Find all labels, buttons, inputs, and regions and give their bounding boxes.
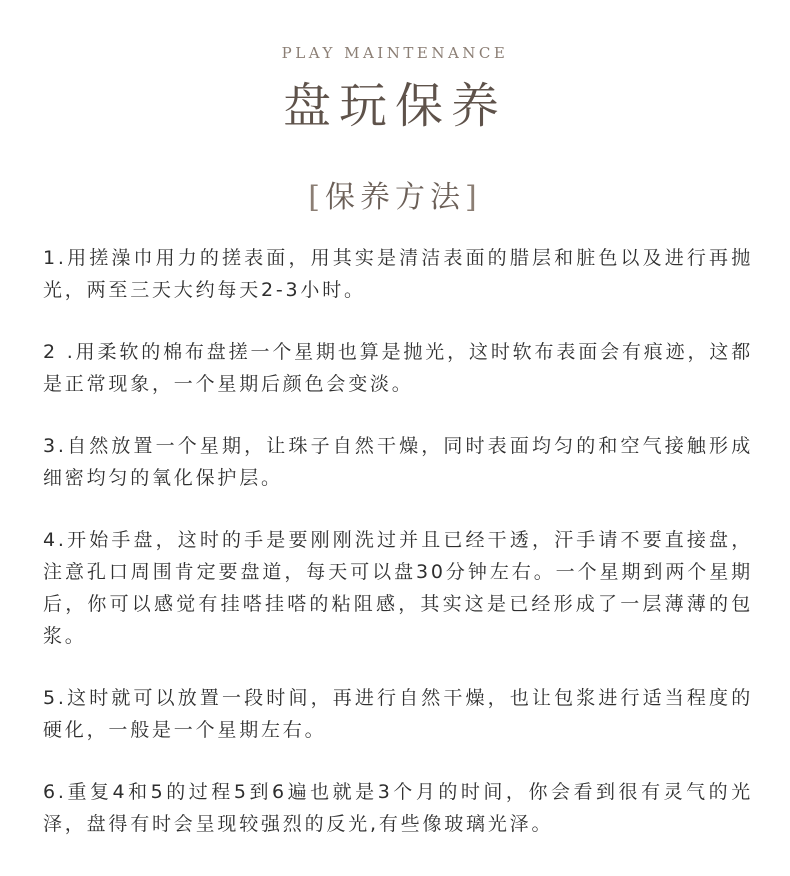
section-bracket-open: [ bbox=[308, 180, 325, 215]
step-1-paragraph: 1.用搓澡巾用力的搓表面，用其实是清洁表面的腊层和脏色以及进行再抛光，两至三天大约每天2-3小时。 bbox=[43, 247, 753, 301]
step-5-paragraph: 5.这时就可以放置一段时间，再进行自然干燥，也让包浆进行适当程度的硬化，一般是一个星期左右。 bbox=[43, 687, 753, 741]
step-3-paragraph: 3.自然放置一个星期，让珠子自然干燥，同时表面均匀的和空气接触形成细密均匀的氧化保护层。 bbox=[43, 435, 753, 489]
step-4-paragraph: 4.开始手盘，这时的手是要刚刚洗过并且已经干透，汗手请不要直接盘，注意孔口周围肯定要盘道，每天可以盘30分钟左右。一个星期到两个星期后，你可以感觉有挂嗒挂嗒的粘阻感，其实这是已经形成了一层薄薄的包浆。 bbox=[43, 529, 753, 647]
section-bracket-close: ] bbox=[465, 180, 482, 215]
section-heading-text: 保养方法 bbox=[325, 180, 465, 215]
page-subtitle: PLAY MAINTENANCE bbox=[281, 44, 509, 62]
step-6-paragraph: 6.重复4和5的过程5到6遍也就是3个月的时间，你会看到很有灵气的光泽，盘得有时会呈现较强烈的反光,有些像玻璃光泽。 bbox=[43, 781, 753, 835]
maintenance-steps bbox=[43, 242, 753, 870]
page-title: 盘玩保养 bbox=[282, 78, 507, 134]
section-heading bbox=[0, 172, 790, 216]
step-2-paragraph: 2 .用柔软的棉布盘搓一个星期也算是抛光，这时软布表面会有痕迹，这都是正常现象，一个星期后颜色会变淡。 bbox=[43, 341, 753, 395]
